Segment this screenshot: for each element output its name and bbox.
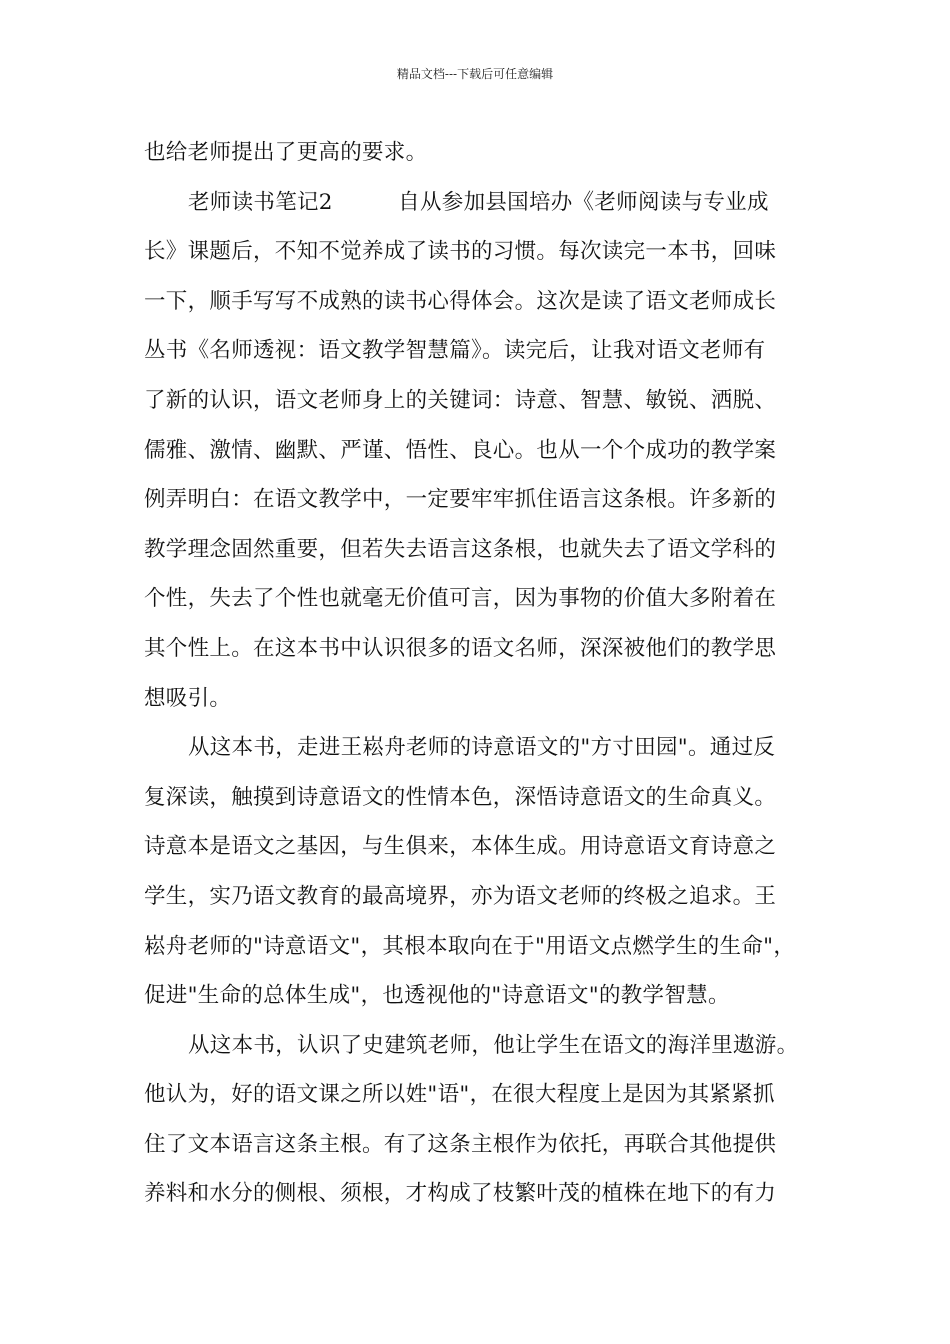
text-line: 想吸引。 <box>144 685 232 711</box>
paragraph-start-line: 从这本书，认识了史建筑老师，他让学生在语文的海洋里遨游。 <box>188 1032 799 1058</box>
text-line: 诗意本是语文之基因，与生俱来，本体生成。用诗意语文育诗意之 <box>144 834 777 860</box>
text-line: 住了文本语言这条主根。有了这条主根作为依托，再联合其他提供 <box>144 1131 777 1157</box>
paragraph-start-line: 从这本书，走进王崧舟老师的诗意语文的"方寸田园"。通过反 <box>188 735 776 761</box>
text-line: 教学理念固然重要，但若失去语言这条根，也就失去了语文学科的 <box>144 536 777 562</box>
text-line: 促进"生命的总体生成"，也透视他的"诗意语文"的教学智慧。 <box>144 983 730 1009</box>
text-line: 长》课题后，不知不觉养成了读书的习惯。每次读完一本书，回味 <box>144 239 777 265</box>
text-line: 其个性上。在这本书中认识很多的语文名师，深深被他们的教学思 <box>144 635 777 661</box>
document-body <box>144 128 824 1219</box>
text-line: 他认为，好的语文课之所以姓"语"，在很大程度上是因为其紧紧抓 <box>144 1082 775 1108</box>
text-line: 复深读，触摸到诗意语文的性情本色，深悟诗意语文的生命真义。 <box>144 784 777 810</box>
text-line: 养料和水分的侧根、须根，才构成了枝繁叶茂的植株在地下的有力 <box>144 1181 777 1207</box>
text-line: 也给老师提出了更高的要求。 <box>144 140 428 165</box>
page-header: 精品文档---下载后可任意编辑 <box>396 67 554 81</box>
text-line: 个性，失去了个性也就毫无价值可言，因为事物的价值大多附着在 <box>144 586 777 612</box>
text-line: 例弄明白：在语文教学中，一定要牢牢抓住语言这条根。许多新的 <box>144 487 777 513</box>
text-line: 儒雅、激情、幽默、严谨、悟性、良心。也从一个个成功的教学案 <box>144 437 777 463</box>
text-line: 学生，实乃语文教育的最高境界，亦为语文老师的终极之追求。王 <box>144 883 777 909</box>
text-line: 一下，顺手写写不成熟的读书心得体会。这次是读了语文老师成长 <box>144 288 777 314</box>
text-line: 丛书《名师透视：语文教学智慧篇》。读完后，让我对语文老师有 <box>144 338 766 364</box>
text-line: 崧舟老师的"诗意语文"，其根本取向在于"用语文点燃学生的生命"， <box>144 933 796 959</box>
paragraph-start-line: 老师读书笔记2 自从参加县国培办《老师阅读与专业成 <box>188 189 769 215</box>
text-line: 了新的认识，语文老师身上的关键词：诗意、智慧、敏锐、洒脱、 <box>144 387 777 413</box>
